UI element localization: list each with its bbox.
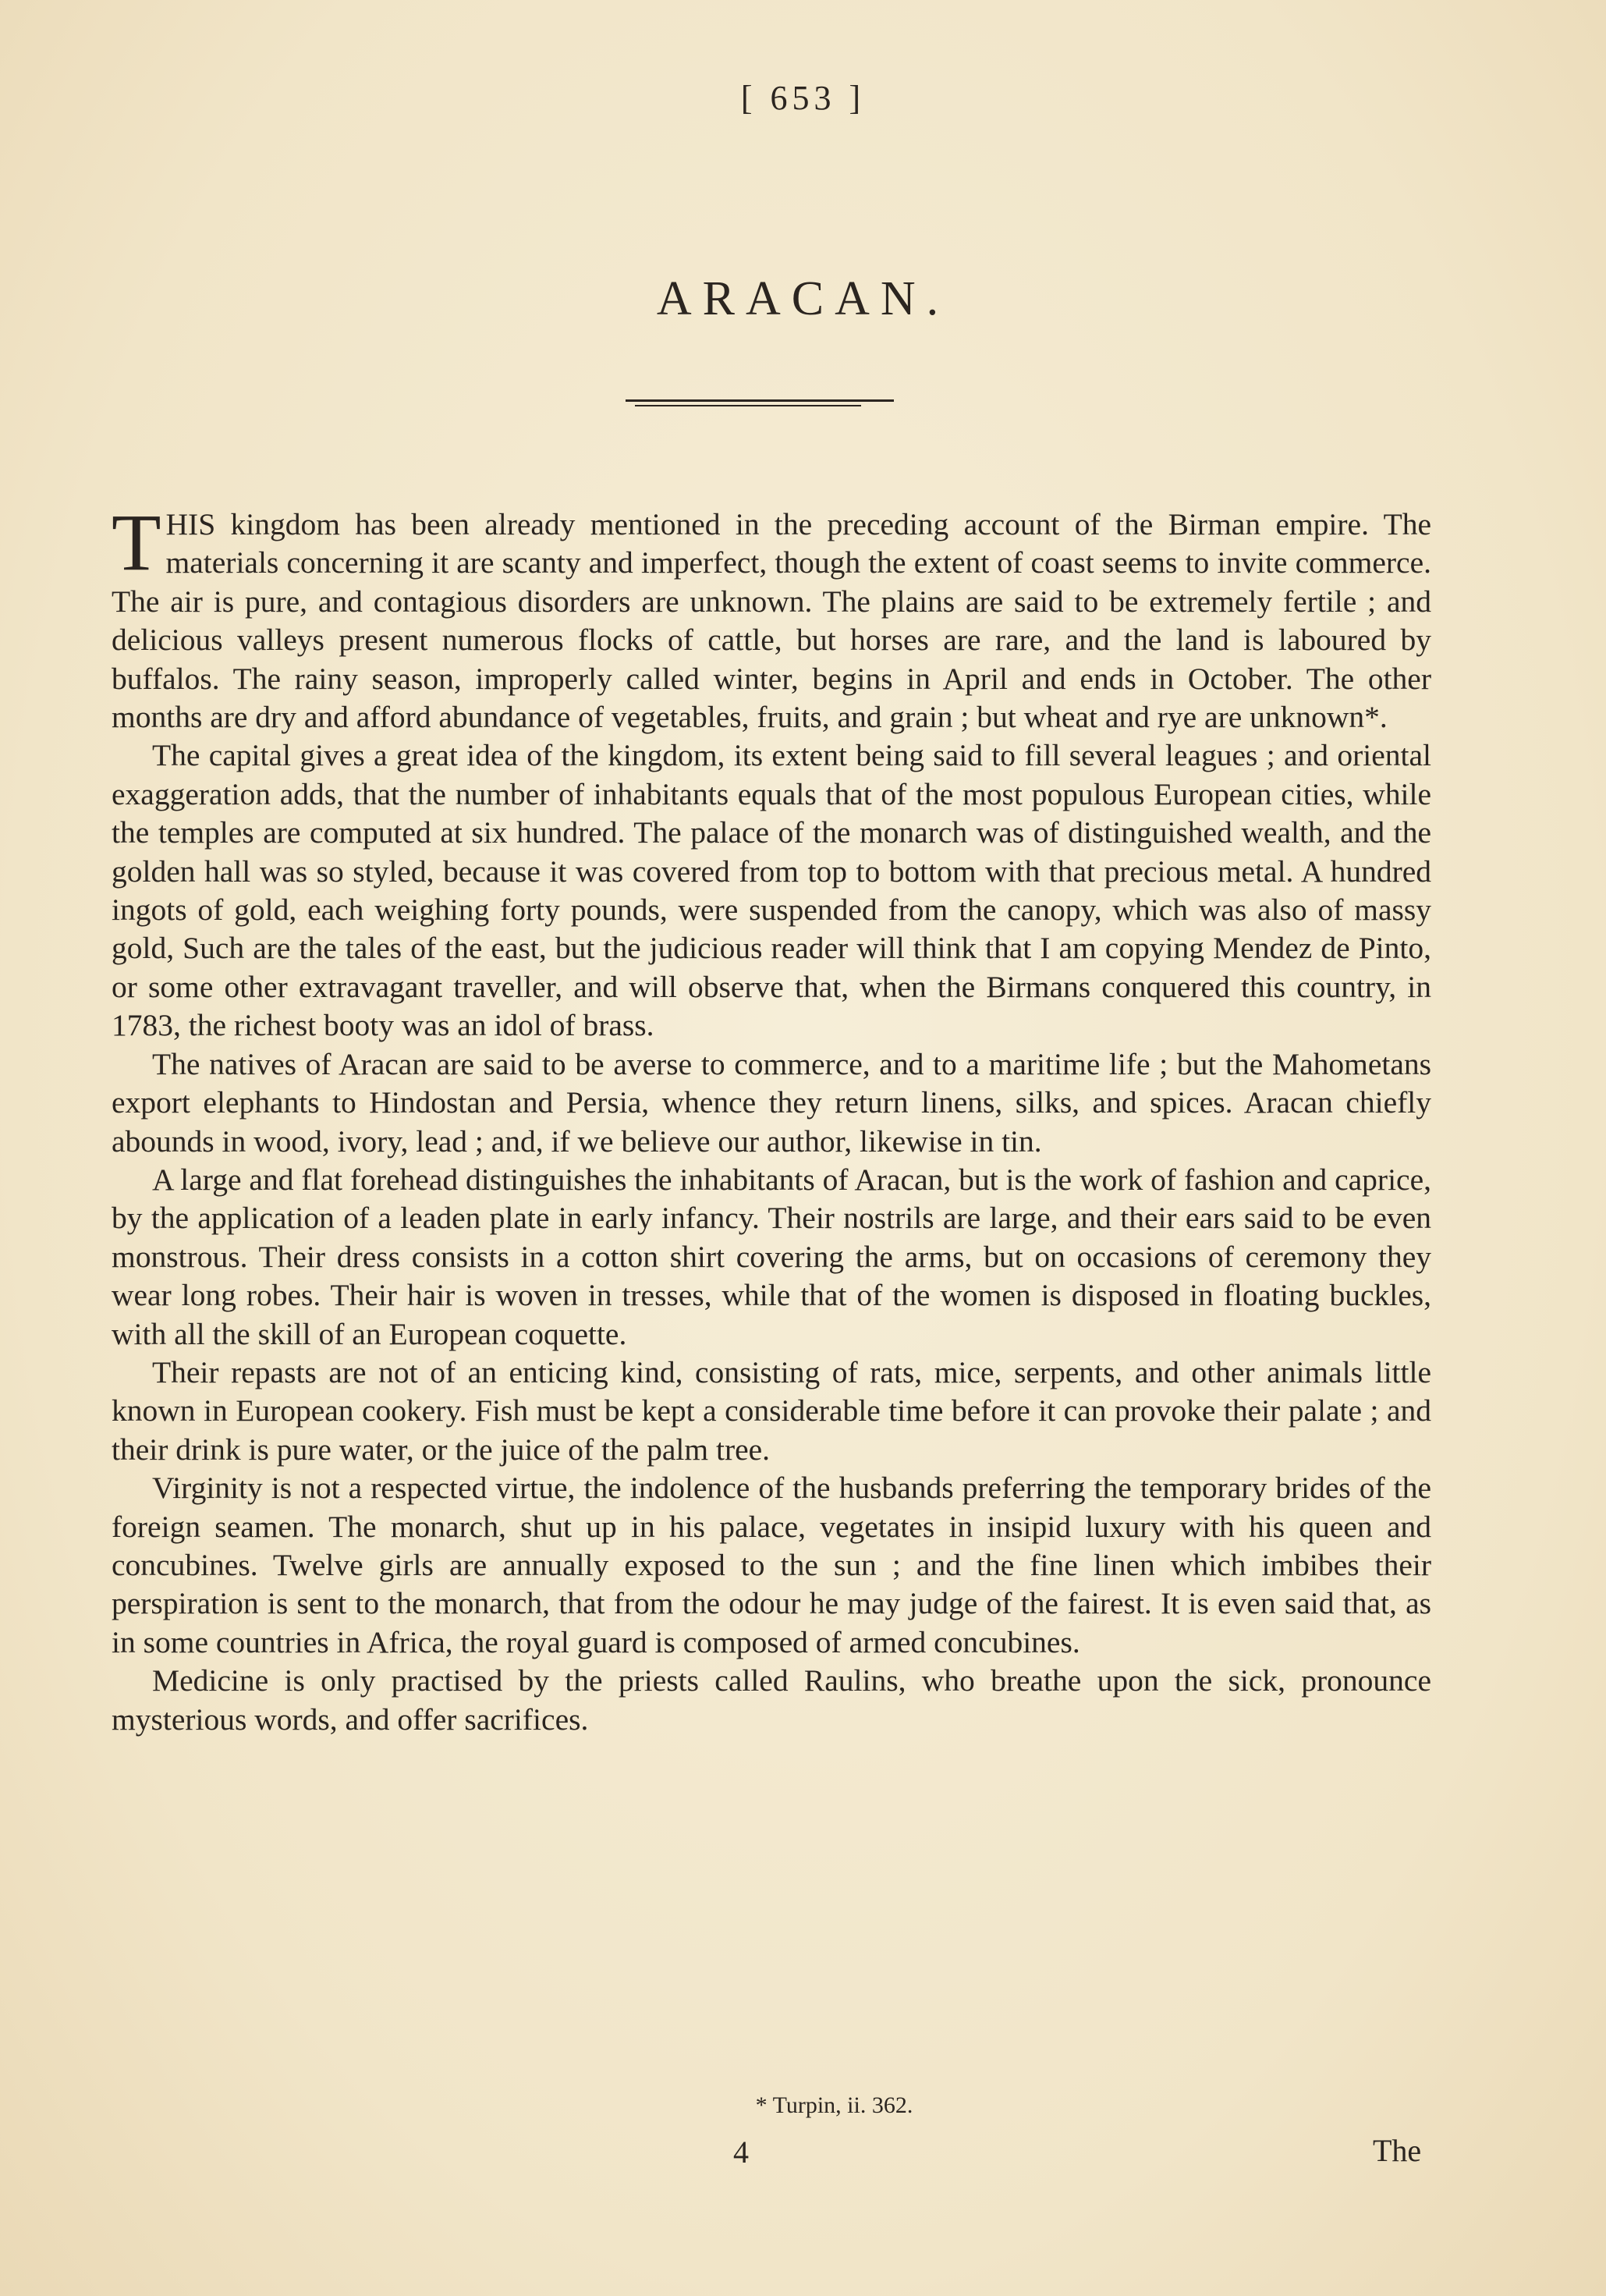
- paragraph-2: The capital gives a great idea of the kingdom, its extent being said to fill several leagues ; and oriental exaggeration adds, that the number of inhabitants equals that of the most populous European cities, while the temples are computed at six hundred. The palace of the monarch was of distinguished wealth, and the golden hall was so styled, because it was covered from top to bottom with that precious metal. A hundred ingots of gold, each weighing forty pounds, were suspended from the canopy, which was also of massy gold, Such are the tales of the east, but the judicious reader will think that I am copying Mendez de Pinto, or some other extravagant traveller, and will observe that, when the Birmans conquered this country, in 1783, the richest booty was an idol of brass.: [112, 738, 1431, 1043]
- paragraph-3: The natives of Aracan are said to be averse to commerce, and to a maritime life ; but the Mahometans export elephants to Hindostan and Persia, whence they return linens, silks, and spices. Aracan chiefly abounds in wood, ivory, lead ; and, if we believe our author, likewise in tin.: [112, 1046, 1431, 1159]
- body-text: [112, 498, 1431, 1739]
- paragraph-1: [112, 498, 1431, 736]
- drop-cap: T: [112, 498, 161, 587]
- paragraph-5: Their repasts are not of an enticing kind, consisting of rats, mice, serpents, and other animals little known in European cookery. Fish must be kept a considerable time before it can provoke their palate ; and their drink is pure water, or the juice of the palm tree.: [112, 1354, 1431, 1467]
- chapter-title: ARACAN.: [656, 272, 950, 325]
- paragraph-1-text: HIS kingdom has been already mentioned in the preceding account of the Birman empire. The materials concerning it are scanty and imperfect, though the extent of coast seems to invite commerce. The air is pure, and contagious disorders are unknown. The plains are said to be extremely fertile ; and delicious valleys present numerous flocks of cattle, but horses are rare, and the land is laboured by buffalos. The rainy season, improperly called winter, begins in April and ends in October. The other months are dry and afford abundance of vegetables, fruits, and grain ; but wheat and rye are unknown*.: [112, 507, 1431, 735]
- rule-line-top: [626, 399, 894, 402]
- catchword: The: [1373, 2133, 1422, 2168]
- rule-line-bottom: [635, 405, 861, 406]
- signature-mark: 4: [733, 2135, 749, 2170]
- paragraph-7: Medicine is only practised by the priests called Raulins, who breathe upon the sick, pronounce mysterious words, and offer sacrifices.: [112, 1663, 1431, 1737]
- paragraph-6: Virginity is not a respected virtue, the indolence of the husbands preferring the temporary brides of the foreign seamen. The monarch, shut up in his palace, vegetates in insipid luxury with his queen and concubines. Twelve girls are annually exposed to the sun ; and the fine linen which imbibes their perspiration is sent to the monarch, that from the odour he may judge of the fairest. It is even said that, as in some countries in Africa, the royal guard is composed of armed concubines.: [112, 1471, 1431, 1659]
- page-number: [ 653 ]: [740, 79, 866, 117]
- paragraph-4: A large and flat forehead distinguishes the inhabitants of Aracan, but is the work of fashion and caprice, by the application of a leaden plate in early infancy. Their nostrils are large, and their ears said to be even monstrous. Their dress consists in a cotton shirt covering the arms, but on occasions of ceremony they wear long robes. Their hair is woven in tresses, while that of the women is disposed in floating buckles, with all the skill of an European coquette.: [112, 1162, 1431, 1351]
- ornamental-rule: [626, 399, 894, 407]
- footnote: * Turpin, ii. 362.: [755, 2092, 913, 2118]
